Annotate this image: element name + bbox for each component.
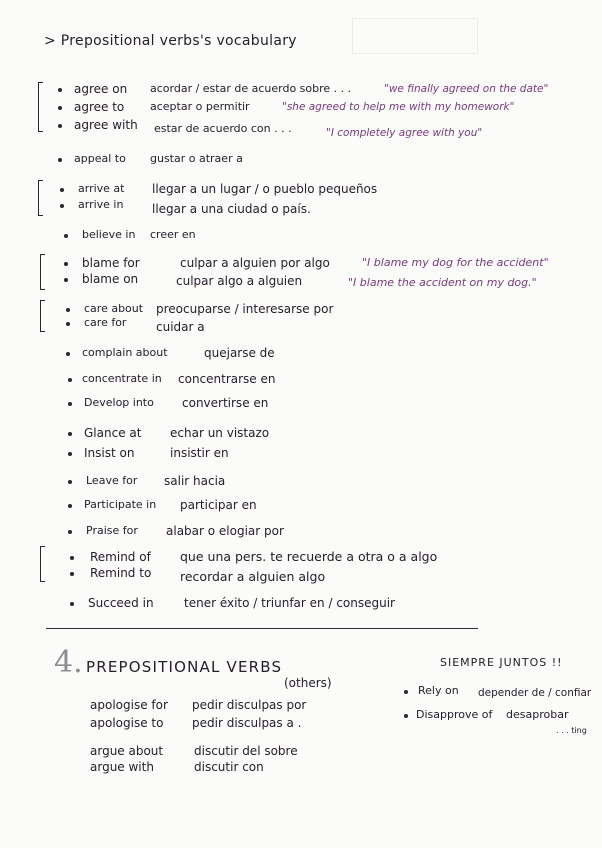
siempre-meaning: depender de / confiar (478, 687, 592, 699)
bullet-icon (70, 556, 74, 560)
vocab-meaning: llegar a una ciudad o país. (152, 202, 311, 216)
vocab-verb: arrive in (78, 198, 124, 211)
vocab-meaning: preocuparse / interesarse por (156, 302, 334, 316)
vocab-verb: Succeed in (88, 596, 154, 610)
vocab-verb: Participate in (84, 498, 157, 511)
vocab-meaning: llegar a un lugar / o pueblo pequeños (152, 182, 378, 196)
vocab-verb: Develop into (84, 396, 154, 409)
section-divider (46, 628, 478, 629)
vocab-meaning: recordar a alguien algo (180, 569, 326, 584)
bullet-icon (58, 88, 62, 92)
vocab-meaning: tener éxito / triunfar en / conseguir (184, 596, 395, 610)
vocab-meaning: culpar algo a alguien (176, 274, 303, 288)
vocab-meaning: acordar / estar de acuerdo sobre . . . (150, 82, 352, 95)
bullet-icon (58, 106, 62, 110)
vocab-verb: blame for (82, 256, 140, 270)
bullet-icon (66, 352, 70, 356)
section4-meaning: pedir disculpas por (192, 698, 307, 712)
section-number: 4. (54, 645, 83, 680)
bullet-icon (60, 188, 64, 192)
vocab-verb: concentrate in (82, 372, 162, 385)
show-through-mark (352, 18, 478, 54)
vocab-meaning: concentrarse en (178, 372, 276, 386)
siempre-heading: SIEMPRE JUNTOS !! (440, 656, 563, 669)
section4-verb: apologise to (90, 716, 164, 730)
vocab-verb: agree with (74, 118, 138, 132)
vocab-verb: complain about (82, 346, 168, 359)
vocab-meaning: cuidar a (156, 320, 205, 334)
vocab-verb: Insist on (84, 446, 135, 460)
vocab-meaning: culpar a alguien por algo (180, 256, 330, 270)
bullet-icon (70, 572, 74, 576)
bullet-icon (64, 234, 68, 238)
vocab-meaning: creer en (150, 228, 196, 241)
vocab-meaning: salir hacia (164, 474, 226, 488)
section4-verb: argue with (90, 760, 154, 774)
vocab-verb: Praise for (86, 524, 138, 537)
vocab-example: "I completely agree with you" (326, 127, 483, 139)
vocab-verb: Glance at (84, 426, 142, 440)
vocab-meaning: alabar o elogiar por (166, 524, 284, 538)
siempre-verb: Rely on (418, 684, 459, 697)
bullet-icon (68, 378, 72, 382)
vocab-verb: agree to (74, 100, 125, 114)
vocab-meaning: gustar o atraer a (150, 152, 243, 165)
page-title: > Prepositional verbs's vocabulary (44, 33, 297, 49)
bullet-icon (60, 204, 64, 208)
bracket-arrive (38, 180, 43, 216)
vocab-verb: believe in (82, 228, 136, 241)
bullet-icon (68, 530, 72, 534)
bullet-icon (58, 158, 62, 162)
section4-verb: apologise for (90, 698, 168, 712)
bullet-icon (66, 322, 70, 326)
bullet-icon (404, 714, 408, 718)
bullet-icon (68, 452, 72, 456)
section4-verb: argue about (90, 744, 164, 758)
bullet-icon (64, 278, 68, 282)
vocab-meaning: echar un vistazo (170, 426, 270, 440)
vocab-verb: appeal to (74, 152, 126, 165)
bullet-icon (404, 690, 408, 694)
vocab-verb: care about (84, 302, 144, 315)
bracket-blame (40, 254, 45, 290)
vocab-example: "she agreed to help me with my homework" (282, 101, 515, 113)
section-subtitle: (others) (284, 676, 332, 690)
siempre-meaning: desaprobar (506, 708, 569, 721)
vocab-meaning: aceptar o permitir (150, 100, 250, 113)
vocab-meaning: convertirse en (182, 396, 269, 410)
section-title: PREPOSITIONAL VERBS (86, 658, 283, 676)
bullet-icon (64, 262, 68, 266)
vocab-meaning: quejarse de (204, 346, 275, 360)
bracket-remind (40, 546, 45, 582)
vocab-verb: Remind to (90, 566, 152, 580)
vocab-verb: care for (84, 316, 127, 329)
section4-meaning: discutir con (194, 760, 264, 774)
vocab-example: "we finally agreed on the date" (384, 83, 549, 95)
vocab-example: "I blame my dog for the accident" (362, 256, 549, 269)
vocab-verb: blame on (82, 272, 139, 286)
bullet-icon (66, 308, 70, 312)
bullet-icon (70, 602, 74, 606)
bracket-agree (38, 82, 43, 132)
siempre-verb: Disapprove of (416, 708, 493, 721)
vocab-verb: arrive at (78, 182, 125, 195)
section4-meaning: pedir disculpas a . (192, 716, 302, 730)
bullet-icon (68, 480, 72, 484)
vocab-meaning: que una pers. te recuerde a otra o a algo (180, 549, 438, 564)
bullet-icon (68, 504, 72, 508)
vocab-example: "I blame the accident on my dog." (348, 276, 537, 289)
section4-meaning: discutir del sobre (194, 744, 298, 758)
vocab-meaning: insistir en (170, 446, 229, 460)
bracket-care (40, 300, 45, 332)
bullet-icon (68, 432, 72, 436)
vocab-meaning: estar de acuerdo con . . . (154, 122, 292, 135)
bullet-icon (58, 124, 62, 128)
vocab-meaning: participar en (180, 498, 257, 512)
vocab-verb: agree on (74, 82, 128, 96)
vocab-verb: Leave for (86, 474, 138, 487)
vocab-verb: Remind of (90, 550, 151, 564)
siempre-trailing: . . . ting (556, 726, 587, 735)
bullet-icon (68, 402, 72, 406)
